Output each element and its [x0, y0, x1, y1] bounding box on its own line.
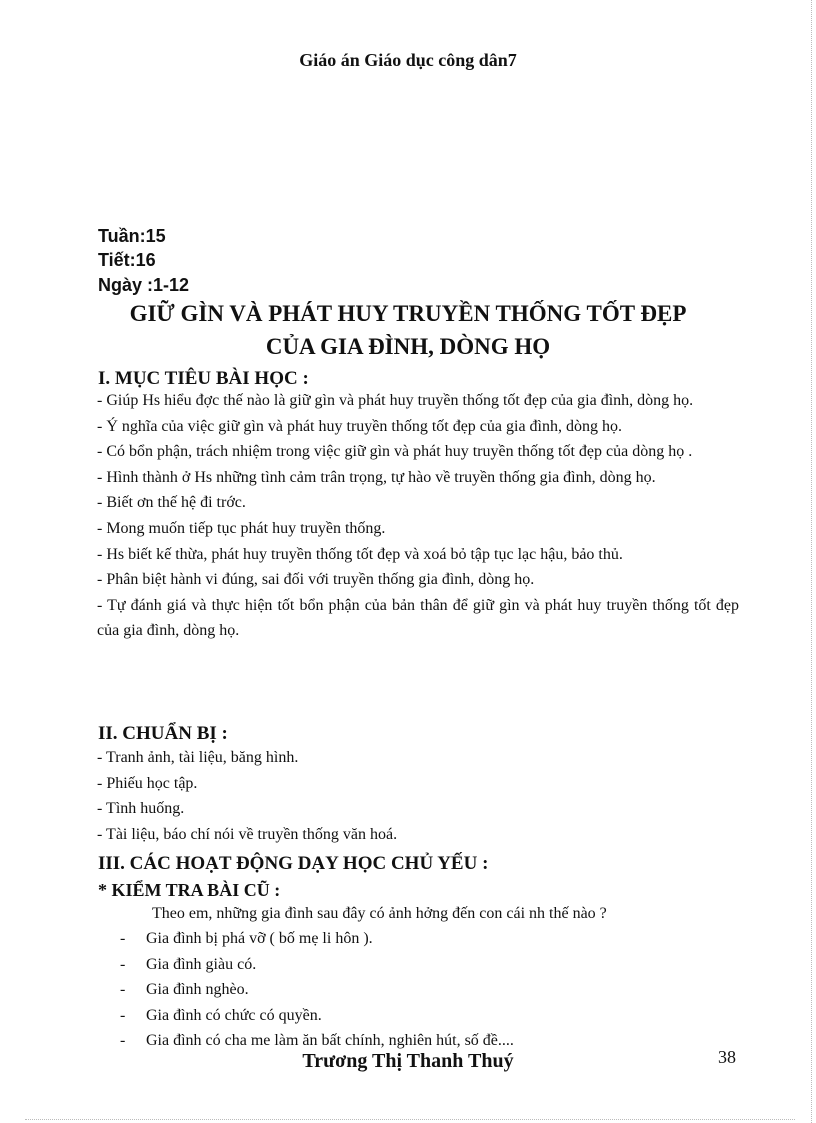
objective-item: - Giúp Hs hiểu đợc thế nào là giữ gìn và phát huy truyền thống tốt đẹp của gia đình, dòng họ. — [97, 392, 694, 409]
list-dash: - — [120, 981, 126, 999]
preparation-list — [97, 745, 739, 847]
list-dash: - — [120, 1006, 126, 1024]
page-number: 38 — [718, 1047, 736, 1067]
lesson-title-line-1: GIỮ GÌN VÀ PHÁT HUY TRUYỀN THỐNG TỐT ĐẸP — [129, 301, 687, 326]
objective-item: - Biết ơn thế hệ đi trớc. — [97, 494, 246, 512]
list-item-text: Gia đình có cha me làm ăn bất chính, nghiên hút, số đề.... — [146, 1032, 514, 1050]
review-question: Theo em, những gia đình sau đây có ảnh hởng đến con cái nh thế nào ? — [152, 905, 607, 922]
objective-item: - Ý nghĩa của việc giữ gìn và phát huy truyền thống tốt đẹp của gia đình, dòng họ. — [97, 417, 622, 435]
page-right-border — [811, 0, 812, 1123]
document-header-title: Giáo án Giáo dục công dân7 — [299, 50, 517, 70]
list-dash: - — [120, 1032, 126, 1050]
list-item-text: Gia đình bị phá vỡ ( bố mẹ li hôn ). — [146, 930, 373, 947]
page-bottom-border — [25, 1119, 795, 1120]
family-type-list — [120, 926, 740, 1054]
lesson-title-line-2: CỦA GIA ĐÌNH, DÒNG HỌ — [265, 334, 551, 359]
week-label: Tuần:15 — [98, 226, 166, 246]
preparation-item: - Tranh ảnh, tài liệu, băng hình. — [97, 749, 299, 766]
objective-item: - Mong muốn tiếp tục phát huy truyền thống. — [97, 519, 386, 537]
date-label: Ngày :1-12 — [98, 275, 190, 295]
period-label: Tiết:16 — [98, 250, 156, 270]
list-item — [120, 977, 740, 1003]
objective-item: - Hình thành ở Hs những tình cảm trân trọng, tự hào về truyền thống gia đình, dòng họ. — [97, 468, 656, 486]
footer-author: Trương Thị Thanh Thuý — [302, 1050, 514, 1072]
list-dash: - — [120, 930, 126, 947]
preparation-item: - Phiếu học tập. — [97, 774, 198, 792]
list-item — [120, 1003, 740, 1029]
objectives-list — [97, 388, 739, 644]
preparation-item: - Tình huống. — [97, 800, 185, 818]
list-item-text: Gia đình giàu có. — [146, 955, 257, 973]
activities-heading: III. CÁC HOẠT ĐỘNG DẠY HỌC CHỦ YẾU : — [98, 853, 489, 874]
list-item — [120, 952, 740, 978]
review-subheading: * KIỂM TRA BÀI CŨ : — [98, 880, 281, 900]
objectives-heading: I. MỤC TIÊU BÀI HỌC : — [98, 368, 309, 389]
list-dash: - — [120, 955, 126, 973]
preparation-item: - Tài liệu, báo chí nói về truyền thống văn hoá. — [97, 825, 398, 843]
list-item-text: Gia đình nghèo. — [146, 981, 249, 999]
objective-item: - Có bổn phận, trách nhiệm trong việc giữ gìn và phát huy truyền thống tốt đẹp của dòng họ . — [97, 443, 693, 461]
list-item-text: Gia đình có chức có quyền. — [146, 1006, 322, 1024]
objective-item: - Hs biết kế thừa, phát huy truyền thống tốt đẹp và xoá bỏ tập tục lạc hậu, bảo thủ. — [97, 545, 623, 563]
objective-item: - Phân biệt hành vi đúng, sai đối với truyền thống gia đình, dòng họ. — [97, 571, 535, 589]
list-item — [120, 926, 740, 952]
objective-item: - Tự đánh giá và thực hiện tốt bổn phận của bản thân để giữ gìn và phát huy truyền thống tốt đẹp của gia đình, dòng họ. — [97, 596, 739, 640]
preparation-heading: II. CHUẨN BỊ : — [98, 723, 228, 744]
